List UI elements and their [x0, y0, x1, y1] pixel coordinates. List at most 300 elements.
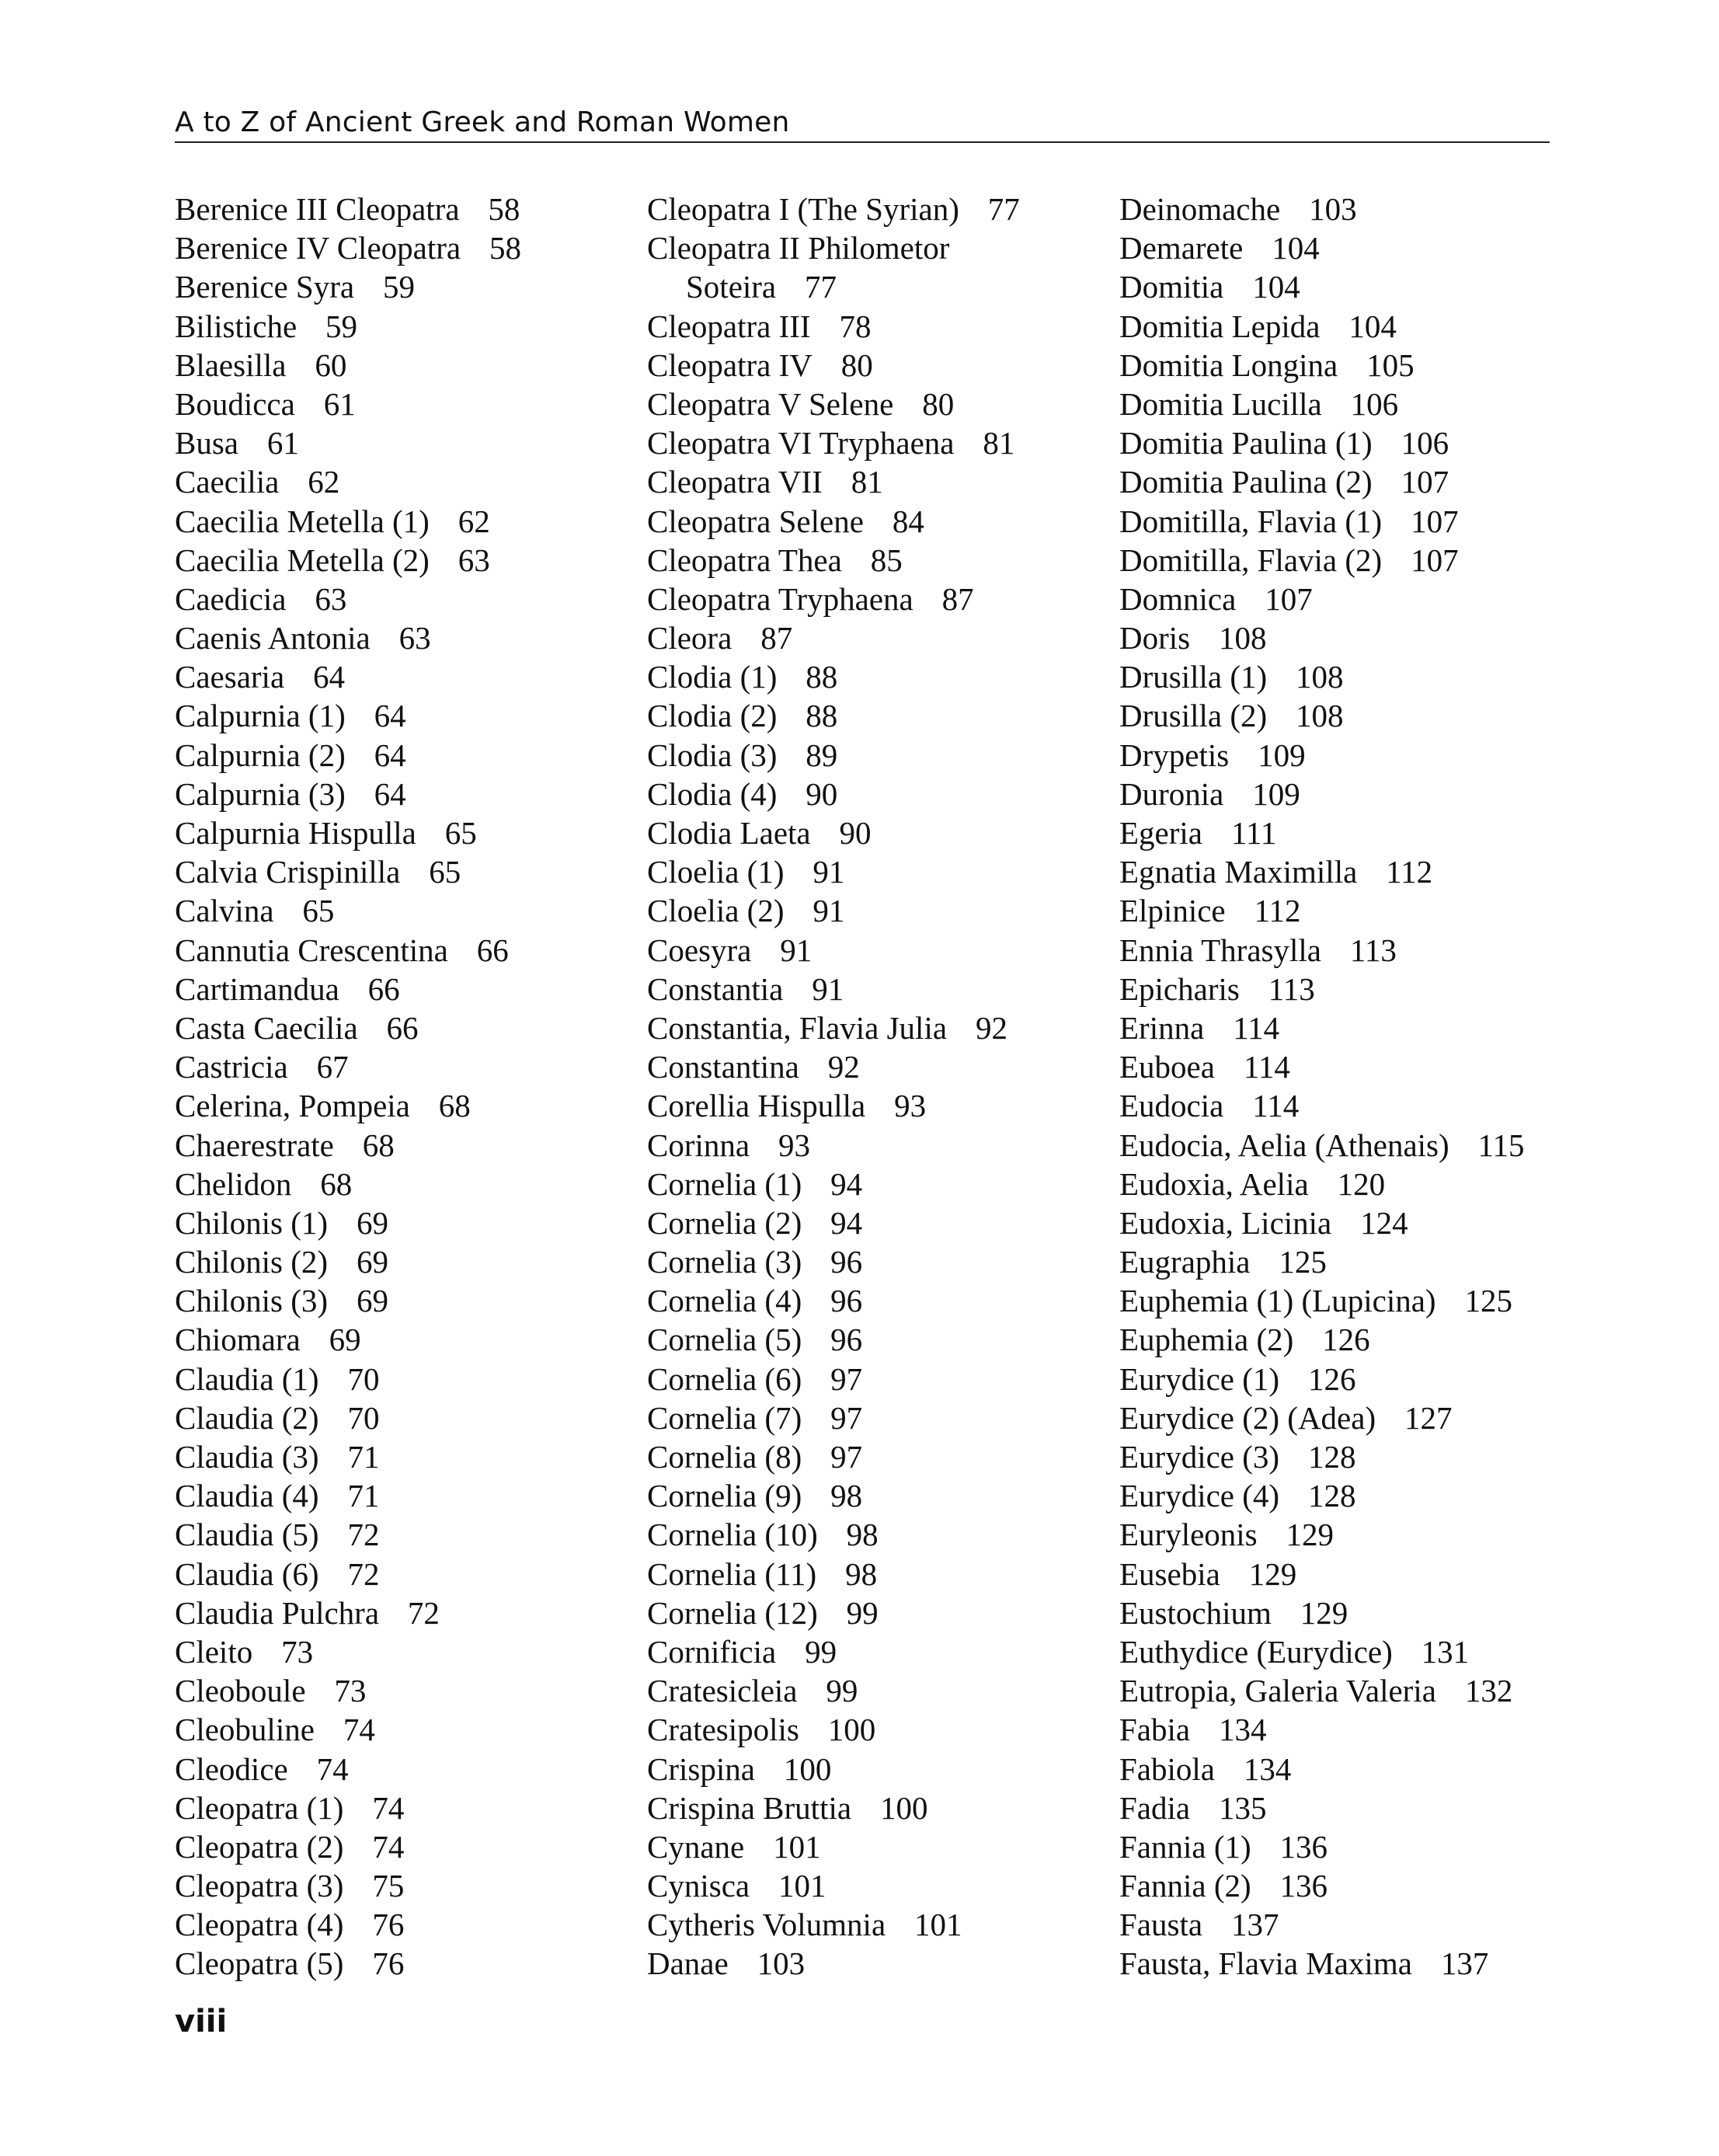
entry-page-number: 65 — [429, 854, 461, 890]
index-entry — [1119, 1008, 1554, 1047]
index-entry — [175, 1944, 641, 1983]
entry-name: Castricia — [175, 1049, 288, 1085]
entry-name: Epicharis — [1119, 970, 1240, 1007]
index-entry — [647, 267, 1113, 306]
entry-page-number: 78 — [839, 308, 872, 344]
entry-page-number: 61 — [266, 425, 299, 462]
entry-page-number: 68 — [362, 1127, 395, 1163]
index-entry — [175, 502, 641, 541]
index-entry — [1119, 346, 1554, 385]
index-entry — [647, 1827, 1113, 1866]
entry-name: Cornelia (4) — [647, 1283, 802, 1319]
entry-name: Domitia Paulina (2) — [1119, 464, 1373, 500]
index-entry — [1119, 1320, 1554, 1359]
entry-name: Cleobuline — [175, 1712, 315, 1748]
index-entry — [1119, 1165, 1554, 1203]
entry-page-number: 66 — [386, 1009, 419, 1046]
entry-page-number: 98 — [846, 1517, 879, 1553]
entry-name: Claudia (4) — [175, 1478, 319, 1514]
index-entry — [175, 1242, 641, 1281]
index-entry — [647, 1203, 1113, 1242]
entry-page-number: 100 — [879, 1789, 928, 1826]
entry-page-number: 114 — [1243, 1049, 1290, 1085]
entry-name: Domitia Longina — [1119, 347, 1338, 383]
entry-name: Berenice Syra — [175, 269, 355, 305]
entry-page-number: 106 — [1401, 425, 1449, 462]
entry-name: Clodia (1) — [647, 659, 778, 695]
entry-name: Fausta, Flavia Maxima — [1119, 1945, 1412, 1982]
entry-name: Caenis Antonia — [175, 620, 371, 657]
entry-page-number: 91 — [812, 970, 844, 1007]
index-entry — [175, 1008, 641, 1047]
entry-page-number: 104 — [1272, 230, 1320, 266]
index-entry — [1119, 1944, 1554, 1983]
index-entry — [175, 385, 641, 423]
entry-name: Danae — [647, 1945, 729, 1982]
index-entry — [175, 657, 641, 696]
index-entry — [647, 462, 1113, 501]
index-entry — [1119, 190, 1554, 228]
entry-page-number: 97 — [830, 1360, 863, 1397]
entry-name: Cleopatra (3) — [175, 1868, 344, 1904]
entry-page-number: 58 — [488, 191, 520, 227]
entry-page-number: 73 — [334, 1673, 367, 1709]
entry-name: Cornelia (8) — [647, 1439, 802, 1475]
entry-page-number: 108 — [1219, 620, 1267, 657]
entry-page-number: 125 — [1464, 1283, 1512, 1319]
entry-name: Doris — [1119, 620, 1191, 657]
index-entry — [647, 657, 1113, 696]
entry-page-number: 136 — [1279, 1828, 1328, 1865]
index-entry — [175, 190, 641, 228]
entry-page-number: 75 — [372, 1868, 405, 1904]
entry-name: Constantia, Flavia Julia — [647, 1009, 948, 1046]
entry-page-number: 132 — [1464, 1673, 1513, 1709]
index-entry — [647, 190, 1113, 228]
entry-name: Claudia (6) — [175, 1555, 319, 1592]
index-entry — [647, 736, 1113, 775]
entry-page-number: 62 — [458, 503, 490, 539]
index-entry — [647, 931, 1113, 970]
entry-page-number: 91 — [780, 932, 813, 968]
index-entry — [647, 1476, 1113, 1515]
entry-name: Fannia (2) — [1119, 1868, 1251, 1904]
entry-page-number: 104 — [1252, 269, 1300, 305]
entry-page-number: 126 — [1307, 1360, 1356, 1397]
index-entry — [1119, 696, 1554, 735]
entry-name: Claudia (3) — [175, 1439, 319, 1475]
index-entry — [175, 931, 641, 970]
index-entry — [647, 775, 1113, 813]
index-entry — [647, 502, 1113, 541]
index-entry — [1119, 1671, 1554, 1710]
entry-page-number: 103 — [757, 1945, 806, 1982]
entry-name: Caecilia Metella (1) — [175, 503, 430, 539]
entry-name: Cartimandua — [175, 970, 339, 1007]
index-entry — [1119, 423, 1554, 462]
entry-name: Clodia (4) — [647, 775, 778, 812]
entry-name: Cloelia (2) — [647, 893, 785, 929]
entry-name: Calpurnia (3) — [175, 775, 346, 812]
entry-page-number: 120 — [1337, 1165, 1386, 1202]
entry-name: Eudoxia, Aelia — [1119, 1165, 1309, 1202]
entry-name: Eurydice (4) — [1119, 1478, 1280, 1514]
entry-name: Erinna — [1119, 1009, 1205, 1046]
entry-page-number: 135 — [1218, 1789, 1267, 1826]
entry-page-number: 80 — [922, 385, 955, 422]
index-entry — [1119, 1047, 1554, 1086]
entry-page-number: 67 — [316, 1049, 349, 1085]
entry-name: Domitia Lepida — [1119, 308, 1321, 344]
index-entry — [1119, 1242, 1554, 1281]
entry-page-number: 109 — [1258, 737, 1306, 773]
entry-name: Berenice IV Cleopatra — [175, 230, 461, 266]
entry-page-number: 136 — [1279, 1868, 1328, 1904]
entry-page-number: 109 — [1252, 775, 1300, 812]
entry-page-number: 76 — [372, 1945, 405, 1982]
entry-name: Soteira — [686, 269, 777, 305]
entry-name: Cornelia (1) — [647, 1165, 802, 1202]
index-entry — [647, 1593, 1113, 1632]
entry-page-number: 106 — [1350, 385, 1399, 422]
index-entry — [647, 1320, 1113, 1359]
entry-name: Claudia (5) — [175, 1517, 319, 1553]
entry-name: Cleopatra IV — [647, 347, 813, 383]
index-entry — [175, 1866, 641, 1905]
entry-page-number: 131 — [1421, 1633, 1470, 1670]
entry-page-number: 65 — [444, 815, 477, 851]
entry-page-number: 137 — [1230, 1907, 1279, 1943]
entry-name: Egnatia Maximilla — [1119, 854, 1358, 890]
index-entry — [175, 852, 641, 891]
entry-name: Domnica — [1119, 580, 1237, 617]
index-entry — [1119, 1710, 1554, 1749]
index-entry — [1119, 1593, 1554, 1632]
entry-name: Eudocia, Aelia (Athenais) — [1119, 1127, 1449, 1163]
entry-page-number: 97 — [830, 1399, 863, 1436]
entry-page-number: 107 — [1411, 503, 1459, 539]
entry-name: Domitilla, Flavia (2) — [1119, 542, 1383, 578]
entry-name: Egeria — [1119, 815, 1202, 851]
entry-page-number: 70 — [347, 1399, 380, 1436]
entry-page-number: 105 — [1366, 347, 1415, 383]
entry-page-number: 74 — [372, 1828, 405, 1865]
entry-name: Domitilla, Flavia (1) — [1119, 503, 1383, 539]
entry-name: Caecilia — [175, 464, 280, 500]
index-entry — [647, 1126, 1113, 1165]
running-header — [175, 104, 1550, 143]
entry-name: Duronia — [1119, 775, 1224, 812]
entry-page-number: 66 — [367, 970, 400, 1007]
entry-page-number: 128 — [1307, 1478, 1356, 1514]
entry-name: Fannia (1) — [1119, 1828, 1251, 1865]
entry-page-number: 92 — [975, 1009, 1007, 1046]
entry-page-number: 87 — [760, 620, 793, 657]
index-entry — [1119, 1827, 1554, 1866]
index-entry — [175, 1398, 641, 1437]
index-entry — [647, 1047, 1113, 1086]
entry-page-number: 134 — [1218, 1712, 1267, 1748]
entry-page-number: 81 — [983, 425, 1015, 462]
index-entry — [647, 1944, 1113, 1983]
entry-name: Boudicca — [175, 385, 295, 422]
index-entry — [647, 307, 1113, 346]
entry-page-number: 98 — [845, 1555, 878, 1592]
entry-name: Calvina — [175, 893, 274, 929]
entry-page-number: 65 — [302, 893, 335, 929]
entry-page-number: 129 — [1248, 1555, 1297, 1592]
entry-page-number: 61 — [323, 385, 356, 422]
index-entry — [1119, 1437, 1554, 1476]
entry-name: Domitia Paulina (1) — [1119, 425, 1373, 462]
entry-name: Eusebia — [1119, 1555, 1220, 1592]
entry-page-number: 97 — [830, 1439, 863, 1475]
entry-name: Calvia Crispinilla — [175, 854, 401, 890]
index-entry — [647, 1242, 1113, 1281]
index-entry — [647, 423, 1113, 462]
entry-name: Chiomara — [175, 1322, 301, 1358]
index-entry — [1119, 775, 1554, 813]
entry-name: Cleoboule — [175, 1673, 306, 1709]
entry-name: Constantia — [647, 970, 784, 1007]
index-entry — [175, 1203, 641, 1242]
index-entry — [647, 1360, 1113, 1398]
entry-page-number: 111 — [1230, 815, 1277, 851]
entry-name: Calpurnia (2) — [175, 737, 346, 773]
entry-page-number: 73 — [281, 1633, 314, 1670]
entry-page-number: 129 — [1286, 1517, 1334, 1553]
index-entry — [175, 228, 641, 267]
entry-name: Cleodice — [175, 1750, 288, 1787]
entry-name: Clodia (3) — [647, 737, 778, 773]
index-entry — [175, 1360, 641, 1398]
entry-name: Crispina — [647, 1750, 755, 1787]
entry-page-number: 112 — [1254, 893, 1301, 929]
index-entry — [175, 267, 641, 306]
entry-page-number: 69 — [356, 1283, 388, 1319]
index-entry — [175, 1555, 641, 1593]
index-entry — [647, 385, 1113, 423]
index-entry — [175, 1281, 641, 1320]
entry-page-number: 72 — [407, 1594, 440, 1631]
index-entry — [647, 618, 1113, 657]
index-entry — [175, 1086, 641, 1125]
entry-name: Eustochium — [1119, 1594, 1272, 1631]
entry-name: Drypetis — [1119, 737, 1230, 773]
entry-name: Cleopatra Tryphaena — [647, 580, 913, 617]
index-entry — [1119, 462, 1554, 501]
entry-name: Chilonis (3) — [175, 1283, 329, 1319]
entry-page-number: 96 — [830, 1283, 863, 1319]
entry-page-number: 94 — [830, 1204, 863, 1241]
entry-name: Constantina — [647, 1049, 799, 1085]
entry-page-number: 69 — [356, 1204, 388, 1241]
entry-name: Elpinice — [1119, 893, 1226, 929]
entry-page-number: 71 — [347, 1478, 380, 1514]
index-entry — [1119, 852, 1554, 891]
entry-name: Claudia (2) — [175, 1399, 319, 1436]
index-column-2 — [647, 190, 1113, 1984]
entry-name: Claudia Pulchra — [175, 1594, 380, 1631]
entry-name: Deinomache — [1119, 191, 1281, 227]
entry-name: Cornelia (12) — [647, 1594, 818, 1631]
index-entry — [175, 541, 641, 580]
index-entry — [1119, 1789, 1554, 1827]
entry-name: Cynane — [647, 1828, 745, 1865]
entry-page-number: 72 — [347, 1517, 380, 1553]
entry-name: Chilonis (2) — [175, 1244, 329, 1280]
entry-name: Casta Caecilia — [175, 1009, 358, 1046]
entry-page-number: 128 — [1307, 1439, 1356, 1475]
entry-name: Cratesicleia — [647, 1673, 798, 1709]
entry-name: Ennia Thrasylla — [1119, 932, 1321, 968]
entry-page-number: 59 — [382, 269, 415, 305]
entry-name: Fadia — [1119, 1789, 1191, 1826]
entry-name: Euboea — [1119, 1049, 1215, 1085]
entry-page-number: 115 — [1477, 1127, 1525, 1163]
entry-name: Claudia (1) — [175, 1360, 319, 1397]
index-entry — [647, 1905, 1113, 1944]
entry-page-number: 68 — [320, 1165, 353, 1202]
entry-page-number: 81 — [851, 464, 883, 500]
entry-name: Chilonis (1) — [175, 1204, 329, 1241]
index-entry — [1119, 1515, 1554, 1554]
index-entry — [1119, 1281, 1554, 1320]
entry-page-number: 98 — [830, 1478, 863, 1514]
entry-page-number: 64 — [374, 775, 406, 812]
entry-name: Eugraphia — [1119, 1244, 1251, 1280]
entry-name: Cornificia — [647, 1633, 777, 1670]
entry-page-number: 88 — [806, 698, 838, 734]
index-entry — [1119, 618, 1554, 657]
entry-name: Eudocia — [1119, 1088, 1224, 1124]
entry-page-number: 114 — [1252, 1088, 1300, 1124]
index-entry — [647, 1086, 1113, 1125]
index-entry — [1119, 1632, 1554, 1671]
entry-page-number: 96 — [830, 1244, 863, 1280]
entry-name: Chaerestrate — [175, 1127, 334, 1163]
entry-name: Cornelia (6) — [647, 1360, 802, 1397]
entry-page-number: 87 — [941, 580, 974, 617]
entry-name: Corinna — [647, 1127, 750, 1163]
index-entry — [175, 1827, 641, 1866]
entry-page-number: 60 — [315, 347, 347, 383]
entry-name: Euthydice (Eurydice) — [1119, 1633, 1393, 1670]
entry-page-number: 62 — [308, 464, 340, 500]
index-entry — [1119, 228, 1554, 267]
entry-page-number: 64 — [374, 737, 406, 773]
index-entry — [175, 1320, 641, 1359]
index-entry — [647, 1555, 1113, 1593]
entry-name: Cleopatra VI Tryphaena — [647, 425, 955, 462]
index-entry — [1119, 931, 1554, 970]
index-entry — [1119, 1866, 1554, 1905]
index-entry — [175, 813, 641, 852]
entry-page-number: 114 — [1233, 1009, 1280, 1046]
entry-page-number: 93 — [894, 1088, 927, 1124]
entry-name: Cleopatra Thea — [647, 542, 842, 578]
entry-name: Cleopatra (2) — [175, 1828, 344, 1865]
entry-page-number: 76 — [372, 1907, 405, 1943]
entry-name: Cornelia (9) — [647, 1478, 802, 1514]
index-entry — [647, 813, 1113, 852]
entry-name: Cleopatra (4) — [175, 1907, 344, 1943]
entry-name: Calpurnia (1) — [175, 698, 346, 734]
index-entry — [1119, 1555, 1554, 1593]
entry-page-number: 100 — [783, 1750, 832, 1787]
index-entry — [1119, 1398, 1554, 1437]
index-entry — [647, 1632, 1113, 1671]
entry-page-number: 77 — [987, 191, 1020, 227]
entry-name: Clodia (2) — [647, 698, 778, 734]
index-entry — [1119, 580, 1554, 618]
index-entry — [175, 970, 641, 1008]
index-entry — [647, 1515, 1113, 1554]
index-entry — [1119, 970, 1554, 1008]
entry-name: Domitia Lucilla — [1119, 385, 1322, 422]
index-entry — [175, 423, 641, 462]
entry-page-number: 124 — [1360, 1204, 1408, 1241]
entry-name: Blaesilla — [175, 347, 287, 383]
entry-page-number: 99 — [826, 1673, 858, 1709]
entry-name: Calpurnia Hispulla — [175, 815, 416, 851]
index-entry — [647, 1710, 1113, 1749]
entry-name: Domitia — [1119, 269, 1224, 305]
entry-name: Cleopatra III — [647, 308, 811, 344]
entry-page-number: 108 — [1296, 698, 1344, 734]
entry-page-number: 91 — [813, 893, 845, 929]
entry-page-number: 63 — [398, 620, 431, 657]
entry-page-number: 64 — [313, 659, 346, 695]
entry-name: Bilistiche — [175, 308, 298, 344]
index-entry — [175, 696, 641, 735]
entry-page-number: 107 — [1411, 542, 1459, 578]
page-number: viii — [175, 2004, 228, 2039]
entry-page-number: 99 — [846, 1594, 879, 1631]
entry-page-number: 69 — [329, 1322, 361, 1358]
entry-page-number: 99 — [805, 1633, 837, 1670]
entry-name: Cleopatra II Philometor — [647, 230, 950, 266]
entry-name: Fabiola — [1119, 1750, 1215, 1787]
entry-page-number: 59 — [325, 308, 358, 344]
entry-page-number: 63 — [315, 580, 347, 617]
index-entry — [175, 1789, 641, 1827]
index-entry — [175, 1047, 641, 1086]
entry-name: Coesyra — [647, 932, 752, 968]
entry-name: Eudoxia, Licinia — [1119, 1204, 1332, 1241]
entry-page-number: 101 — [773, 1828, 821, 1865]
entry-name: Cynisca — [647, 1868, 750, 1904]
entry-page-number: 107 — [1265, 580, 1313, 617]
entry-page-number: 74 — [372, 1789, 405, 1826]
entry-name: Euphemia (2) — [1119, 1322, 1294, 1358]
entry-name: Cleopatra VII — [647, 464, 823, 500]
index-entry — [647, 1281, 1113, 1320]
index-entry — [1119, 385, 1554, 423]
index-entry — [175, 1165, 641, 1203]
entry-page-number: 66 — [476, 932, 509, 968]
entry-page-number: 101 — [914, 1907, 962, 1943]
running-header-title: A to Z of Ancient Greek and Roman Women — [175, 106, 790, 138]
index-entry — [647, 1789, 1113, 1827]
entry-name: Cornelia (5) — [647, 1322, 802, 1358]
entry-page-number: 93 — [778, 1127, 810, 1163]
index-entry — [1119, 1086, 1554, 1125]
entry-name: Euphemia (1) (Lupicina) — [1119, 1283, 1436, 1319]
index-entry — [647, 891, 1113, 930]
index-entry — [175, 1437, 641, 1476]
index-entry — [1119, 736, 1554, 775]
